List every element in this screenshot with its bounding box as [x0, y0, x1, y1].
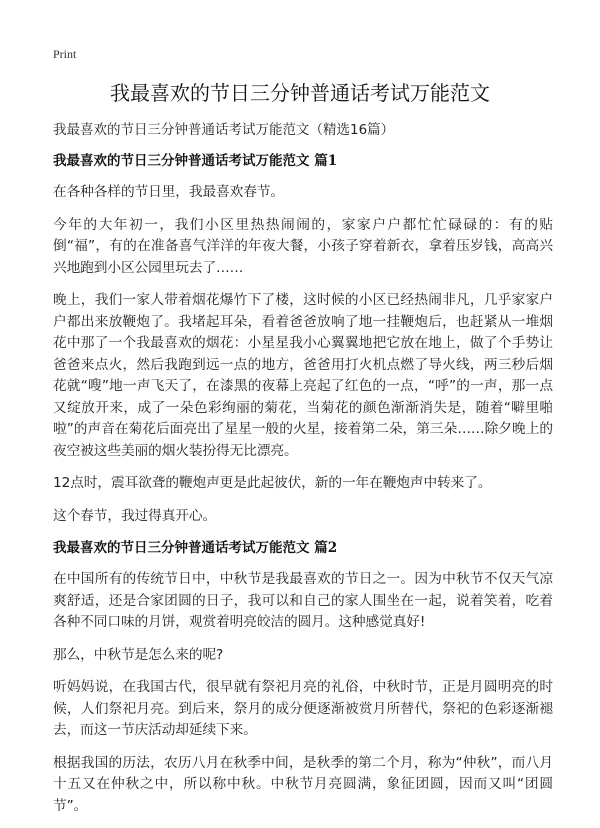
paragraph: 这个春节，我过得真开心。 [53, 507, 217, 524]
paragraph: 根据我国的历法，农历八月在秋季中间，是秋季的第二个月，称为“仲秋”，而八月十五又在仲秋之中，所以称中秋。中秋节月亮圆满，象征团圆，因而又叫“团圆节”。 [53, 754, 553, 814]
section-1 [53, 151, 553, 527]
paragraph: 听妈妈说，在我国古代，很早就有祭祀月亮的礼俗，中秋时节，正是月圆明亮的时候，人们祭祀月亮。到后来，祭月的成分便逐渐被赏月所替代，祭祀的色彩逐渐褪去，而这一节庆活动却延续下来。 [53, 679, 553, 738]
paragraph: 在各种各样的节日里，我最喜欢春节。 [53, 184, 284, 200]
paragraph: 在中国所有的传统节日中，中秋节是我最喜欢的节日之一。因为中秋节不仅天气凉爽舒适，还是合家团圆的日子，我可以和自己的家人围坐在一起，说着笑着，吃着各种不同口味的月饼，观赏着明亮皎洁的圆月。这种感觉真好! [53, 571, 553, 630]
paragraph: 那么，中秋节是怎么来的呢? [53, 646, 224, 663]
page-title: 我最喜欢的节日三分钟普通话考试万能范文 [110, 81, 490, 105]
document-body [53, 120, 553, 828]
document-subtitle: 我最喜欢的节日三分钟普通话考试万能范文（精选16篇） [53, 122, 395, 138]
paragraph: 12点时，震耳欲聋的鞭炮声更是此起彼伏，新的一年在鞭炮声中转来了。 [53, 475, 492, 491]
paragraph: 今年的大年初一，我们小区里热热闹闹的，家家户户都忙忙碌碌的：有的贴倒“福”，有的在准备喜气洋洋的年夜大餐，小孩子穿着新衣，拿着压岁钱，高高兴兴地跑到小区公园里玩去了…… [53, 216, 553, 276]
print-label: Print [53, 47, 77, 61]
section-2 [53, 538, 553, 817]
section-heading: 我最喜欢的节日三分钟普通话考试万能范文 篇2 [53, 540, 338, 556]
section-heading: 我最喜欢的节日三分钟普通话考试万能范文 篇1 [53, 153, 338, 169]
paragraph: 晚上，我们一家人带着烟花爆竹下了楼，这时候的小区已经热闹非凡，几乎家家户户都出来放鞭炮了。我堵起耳朵，看着爸爸放响了地一挂鞭炮后，也赶紧从一堆烟花中那了一个我最喜欢的烟花：小星星我小心翼翼地把它放在地上，做了个手势让爸爸来点火，然后我跑到远一点的地方，爸爸用打火机点燃了导火线，两三秒后烟花就“嗖”地一声飞天了，在漆黑的夜幕上亮起了红色的一点，“呼”的一声，那一点又绽放开来，成了一朵色彩绚丽的菊花，当菊花的颜色渐渐消失是，随着“噼里啪啦”的声音在菊花后面亮出了星星一般的火星，接着第二朵，第三朵……除夕晚上的夜空被这些美丽的烟火装扮得无比漂亮。 [53, 292, 553, 459]
